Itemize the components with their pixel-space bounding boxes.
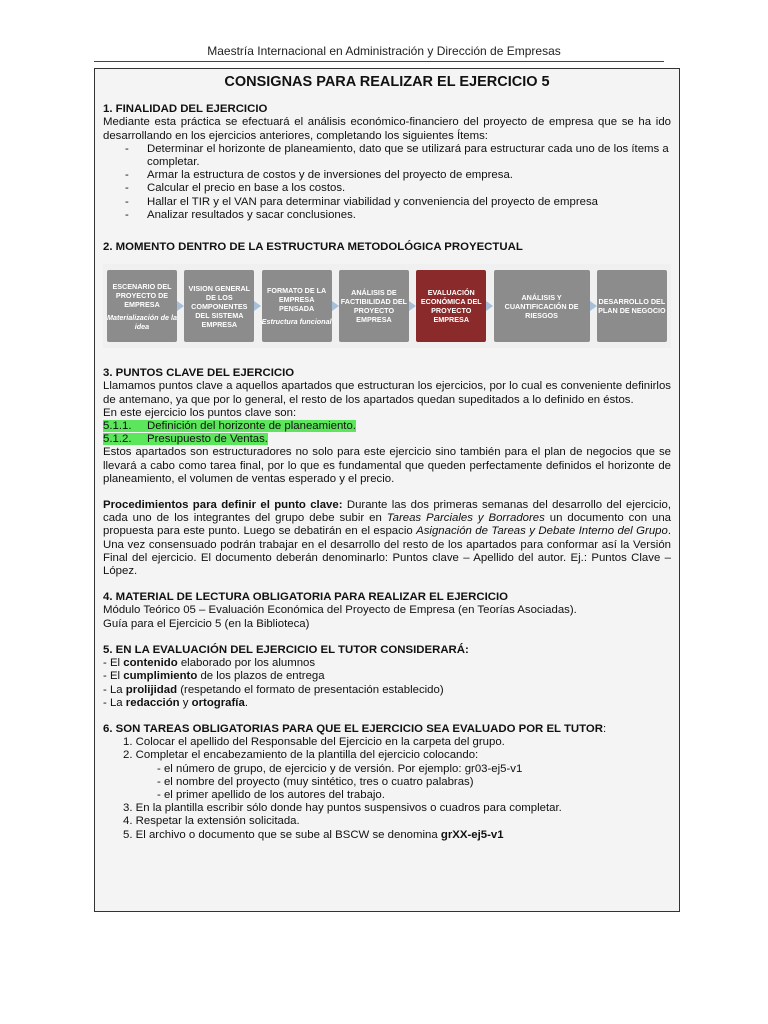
section-3-heading: 3. PUNTOS CLAVE DEL EJERCICIO <box>103 367 295 380</box>
flow-step-evaluacion-economica: EVALUACIÓN ECONÓMICA DEL PROYECTO EMPRESA <box>416 270 486 342</box>
key-point-2: 5.1.2. Presupuesto de Ventas. <box>103 433 268 446</box>
criterion-contenido: - El contenido elaborado por los alumnos <box>103 657 316 670</box>
task-item: 4. Respetar la extensión solicitada. <box>123 815 300 828</box>
reading-material-1: Módulo Teórico 05 – Evaluación Económica del Proyecto de Empresa (en Teorías Asociadas). <box>103 604 577 617</box>
reading-material-2: Guía para el Ejercicio 5 (en la Biblioteca) <box>103 617 310 630</box>
section-3-procedure: Procedimientos para definir el punto clave: Durante las dos primeras semanas del desarrollo del ejercicio, cada uno de los integrantes del grupo debe subir en Tareas Parciales y Borradores un documento con una propuesta para este punto. Luego se debatirán en el espacio Asignación de Tareas y Debate Interno del Grupo. Una vez consensuado podrán trabajar en el desarrollo del resto de los apartados para conformar así la Versión Final del ejercicio. El documento deberán denominarlo: Puntos clave – Apellido del autor. Ej.: Puntos Clave – López. <box>103 499 671 578</box>
section-1-heading: 1. FINALIDAD DEL EJERCICIO <box>103 103 268 116</box>
list-item: - Calcular el precio en base a los costos. <box>125 182 346 195</box>
section-4-heading: 4. MATERIAL DE LECTURA OBLIGATORIA PARA REALIZAR EL EJERCICIO <box>103 591 509 604</box>
flow-arrow-icon <box>332 301 339 311</box>
criterion-prolijidad: - La prolijidad (respetando el formato de presentación establecido) <box>103 683 444 696</box>
section-3-p2: En este ejercicio los puntos clave son: <box>103 406 297 419</box>
flow-arrow-icon <box>486 301 493 311</box>
task-item: 2. Completar el encabezamiento de la plantilla del ejercicio colocando: <box>123 749 479 762</box>
criterion-redaccion: - La redacción y ortografía. <box>103 696 248 709</box>
section-3-p1: Llamamos puntos clave a aquellos apartados que estructuran los ejercicios, por lo cual es conveniente definirlos de antemano, ya que por lo general, el resto de los apartados quedan supeditados a lo definido en éstos. <box>103 380 671 406</box>
task-item: 3. En la plantilla escribir sólo donde hay puntos suspensivos o cuadros para completar. <box>123 802 562 815</box>
content <box>103 76 671 842</box>
flow-step-factibilidad: ANÁLISIS DE FACTIBILIDAD DEL PROYECTO EMPRESA <box>339 270 409 342</box>
flow-arrow-icon <box>177 301 184 311</box>
flow-step-formato: FORMATO DE LA EMPRESA PENSADA Estructura funcional <box>262 270 332 342</box>
flow-arrow-icon <box>590 301 597 311</box>
list-item: - Determinar el horizonte de planeamiento, dato que se utilizará para estructurar cada uno de los ítems a completar. <box>125 142 669 169</box>
list-item: - Armar la estructura de costos y de inversiones del proyecto de empresa. <box>125 169 513 182</box>
section-1-list <box>103 143 671 222</box>
task-subitem: - el nombre del proyecto (muy sintético, tres o cuatro palabras) <box>157 775 474 788</box>
section-2-heading: 2. MOMENTO DENTRO DE LA ESTRUCTURA METODOLÓGICA PROYECTUAL <box>103 241 523 254</box>
flow-arrow-icon <box>409 301 416 311</box>
section-1-intro: Mediante esta práctica se efectuará el análisis económico-financiero del proyecto de empresa que se ha ido desarrollando en los ejercicios anteriores, completando los siguientes Ítems: <box>103 116 671 142</box>
page-title: CONSIGNAS PARA REALIZAR EL EJERCICIO 5 <box>224 74 550 90</box>
list-item: - Analizar resultados y sacar conclusiones. <box>125 208 356 221</box>
flow-step-riesgos: ANÁLISIS Y CUANTIFICACIÓN DE RIESGOS <box>494 270 590 342</box>
task-item: 5. El archivo o documento que se sube al BSCW se denomina grXX-ej5-v1 <box>123 828 504 841</box>
methodology-flow-diagram <box>103 264 671 348</box>
task-item: 1. Colocar el apellido del Responsable del Ejercicio en la carpeta del grupo. <box>123 736 505 749</box>
flow-step-vision: VISION GENERAL DE LOS COMPONENTES DEL SISTEMA EMPRESA <box>184 270 254 342</box>
criterion-cumplimiento: - El cumplimiento de los plazos de entrega <box>103 670 325 683</box>
list-item: - Hallar el TIR y el VAN para determinar viabilidad y conveniencia del proyecto de empresa <box>125 195 598 208</box>
section-5-heading: 5. EN LA EVALUACIÓN DEL EJERCICIO EL TUTOR CONSIDERARÁ: <box>103 643 469 656</box>
task-subitem: - el número de grupo, de ejercicio y de versión. Por ejemplo: gr03-ej5-v1 <box>157 762 523 775</box>
page-header: Maestría Internacional en Administración y Dirección de Empresas <box>207 44 561 58</box>
flow-arrow-icon <box>254 301 261 311</box>
section-3-p3: Estos apartados son estructuradores no solo para este ejercicio sino también para el plan de negocios que se llevará a cabo como tarea final, por lo que es fundamental que queden perfectamente definidos el horizonte de planeamiento, el volumen de ventas esperado y el precio. <box>103 446 671 485</box>
header-rule <box>94 61 664 62</box>
key-point-1: 5.1.1. Definición del horizonte de planeamiento. <box>103 420 356 433</box>
flow-step-plan-negocio: DESARROLLO DEL PLAN DE NEGOCIO <box>597 270 667 342</box>
section-6-heading: 6. SON TAREAS OBLIGATORIAS PARA QUE EL EJERCICIO SEA EVALUADO POR EL TUTOR: <box>103 722 607 735</box>
flow-step-escenario: ESCENARIO DEL PROYECTO DE EMPRESA Materialización de la idea <box>107 270 177 342</box>
section-6-list <box>103 736 671 842</box>
task-subitem: - el primer apellido de los autores del trabajo. <box>157 788 385 801</box>
content-frame <box>94 68 680 912</box>
